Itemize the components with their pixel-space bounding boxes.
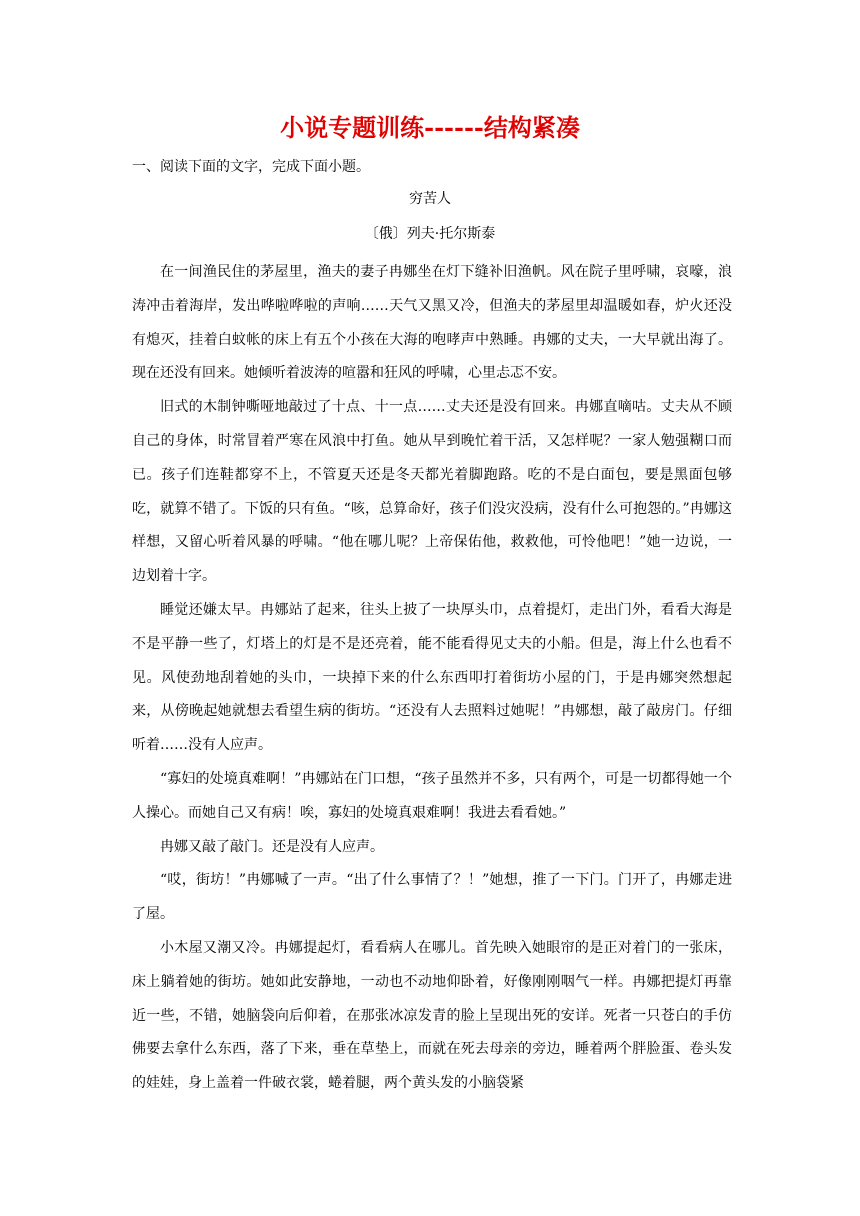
- story-title: 穷苦人: [409, 191, 451, 207]
- paragraph: 小木屋又潮又冷。冉娜提起灯，看看病人在哪儿。首先映入她眼帘的是正对着门的一张床，床上躺着她的街坊。她如此安静地，一动也不动地仰卧着，好像刚刚咽气一样。冉娜把提灯再靠近一些，不错，她脑袋向后仰着，在那张冰凉发青的脸上呈现出死的安详。死者一只苍白的手仿佛要去拿什么东西，落了下来，垂在草垫上，而就在死去母亲的旁边，睡着两个胖脸蛋、卷头发的娃娃，身上盖着一件破衣裳，蜷着腿，两个黄头发的小脑袋紧: [132, 939, 732, 1092]
- paragraph: 在一间渔民住的茅屋里，渔夫的妻子冉娜坐在灯下缝补旧渔帆。风在院子里呼啸，哀嚎，浪涛冲击着海岸，发出哗啦哗啦的声响……天气又黑又冷，但渔夫的茅屋里却温暖如春，炉火还没有熄灭，挂着白蚊帐的床上有五个小孩在大海的咆哮声中熟睡。冉娜的丈夫，一大早就出海了。现在还没有回来。她倾听着波涛的喧嚣和狂风的呼啸，心里忐忑不安。: [132, 264, 732, 382]
- paragraph: 睡觉还嫌太早。冉娜站了起来，往头上披了一块厚头巾，点着提灯，走出门外，看看大海是不是平静一些了，灯塔上的灯是不是还亮着，能不能看得见丈夫的小船。但是，海上什么也看不见。风使劲地刮着她的头巾，一块掉下来的什么东西叩打着街坊小屋的门，于是冉娜突然想起来，从傍晚起她就想去看望生病的街坊。“还没有人去照料过她呢！”冉娜想，敲了敲房门。仔细听着……没有人应声。: [132, 601, 732, 754]
- paragraph: 冉娜又敲了敲门。还是没有人应声。: [160, 838, 384, 855]
- paragraph: “哎，街坊！”冉娜喊了一声。“出了什么事情了？！”她想，推了一下门。门开了，冉娜走进了屋。: [132, 872, 732, 923]
- story-author: 〔俄〕列夫·托尔斯泰: [364, 226, 496, 242]
- paragraph: “寡妇的处境真难啊！”冉娜站在门口想，“孩子虽然并不多，只有两个，可是一切都得她一个人操心。而她自己又有病！唉，寡妇的处境真艰难啊！我进去看看她。”: [132, 770, 732, 821]
- paragraph: 旧式的木制钟嘶哑地敲过了十点、十一点……丈夫还是没有回来。冉娜直嘀咕。丈夫从不顾自己的身体，时常冒着严寒在风浪中打鱼。她从早到晚忙着干活，又怎样呢？一家人勉强糊口而已。孩子们连鞋都穿不上，不管夏天还是冬天都光着脚跑路。吃的不是白面包，要是黑面包够吃，就算不错了。下饭的只有鱼。“咳，总算命好，孩子们没灾没病，没有什么可抱怨的。”冉娜这样想，又留心听着风暴的呼啸。“他在哪儿呢？上帝保佑他，救救他，可怜他吧！”她一边说，一边划着十字。: [132, 399, 732, 585]
- story-body: [132, 256, 732, 1101]
- page-title: 小说专题训练------结构紧凑: [280, 113, 580, 142]
- question-prompt: 一、阅读下面的文字，完成下面小题。: [132, 159, 370, 175]
